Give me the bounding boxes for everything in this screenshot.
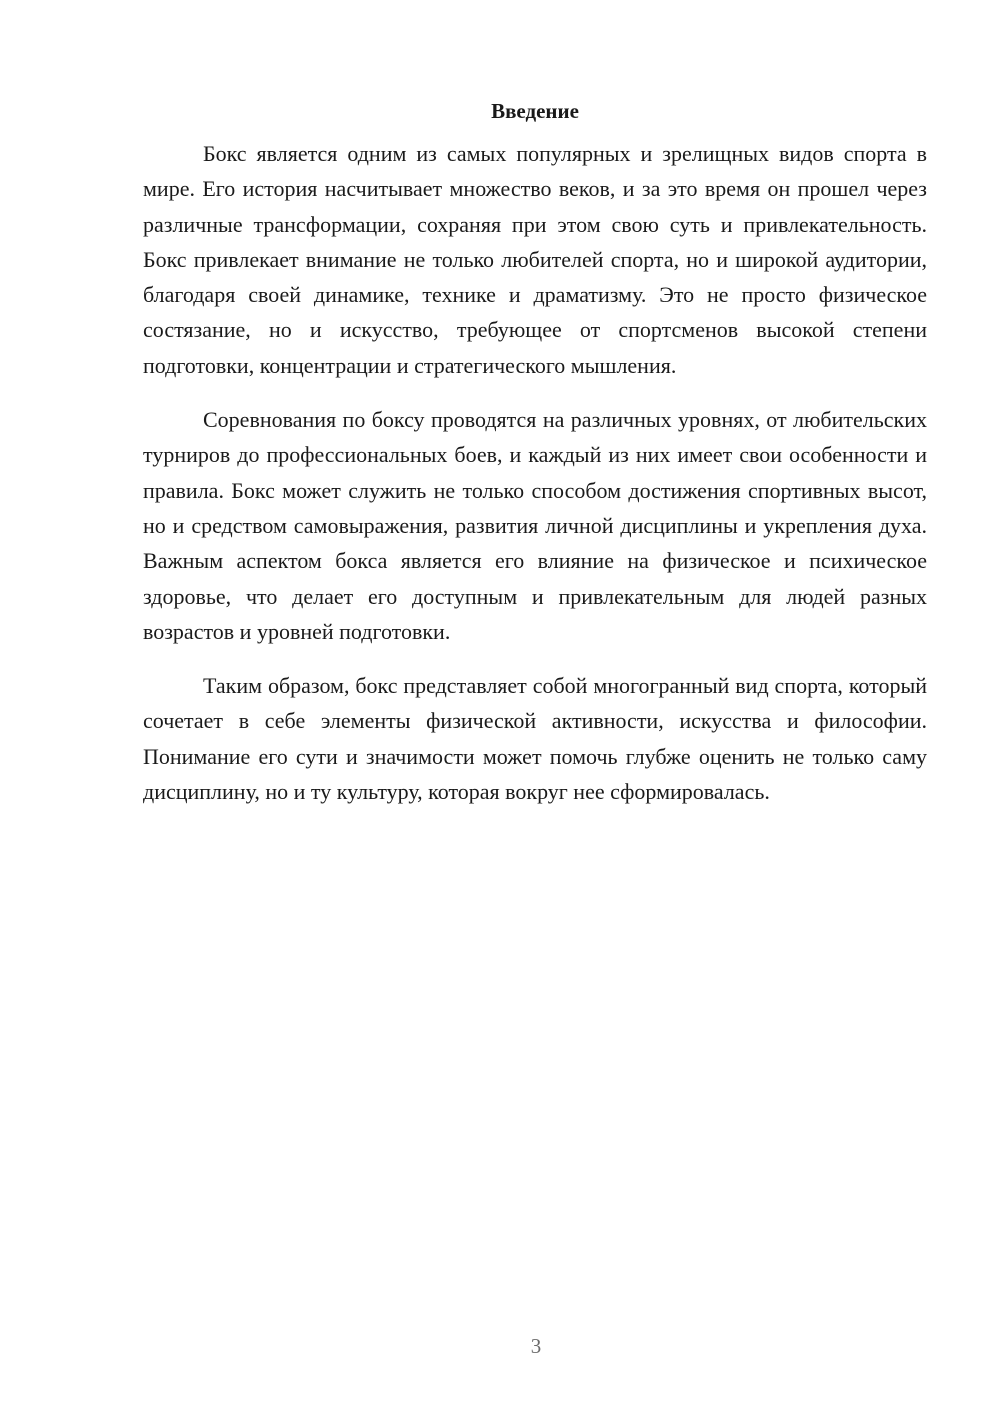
paragraph-3: Таким образом, бокс представляет собой многогранный вид спорта, который сочетает в себе элементы физической активности, искусства и философии. Понимание его сути и значимости может помочь глубже оценить не только саму дисциплину, но и ту культуру, которая вокруг нее сформировалась. [143, 673, 927, 805]
paragraph-1: Бокс является одним из самых популярных и зрелищных видов спорта в мире. Его история насчитывает множество веков, и за это время он прошел через различные трансформации, сохраняя при этом свою суть и привлекательность. Бокс привлекает внимание не только любителей спорта, но и широкой аудитории, благодаря своей динамике, технике и драматизму. Это не просто физическое состязание, но и искусство, требующее от спортсменов высокой степени подготовки, концентрации и стратегического мышления. [143, 141, 927, 378]
paragraph-2: Соревнования по боксу проводятся на различных уровнях, от любительских турниров до профессиональных боев, и каждый из них имеет свои особенности и правила. Бокс может служить не только способом достижения спортивных высот, но и средством самовыражения, развития личной дисциплины и укрепления духа. Важным аспектом бокса является его влияние на физическое и психическое здоровье, что делает его доступным и привлекательным для людей разных возрастов и уровней подготовки. [143, 407, 927, 644]
section-heading: Введение [491, 99, 579, 123]
page-content [143, 96, 927, 828]
page-number: 3 [530, 1334, 542, 1358]
